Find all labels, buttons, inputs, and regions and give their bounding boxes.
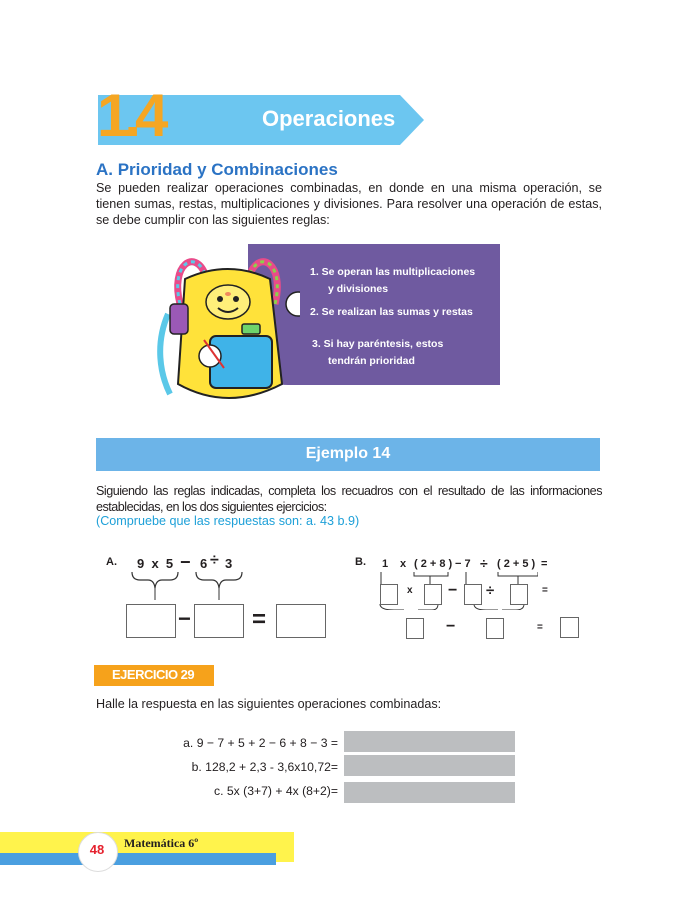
exercise-b-box-6[interactable] [486,618,504,639]
backpack-illustration [150,244,300,414]
exercise-b-box-1[interactable] [380,584,398,605]
exercise-a-minus: − [180,552,191,572]
exercise-b-box-5[interactable] [406,618,424,639]
exercise-b-box-7[interactable] [560,617,579,638]
exercise-a-braces [128,570,248,600]
answer-check-note: (Compruebe que las respuestas son: a. 43 b.9) [96,514,360,528]
exercise-b-row3-equals: = [537,622,543,633]
page-number: 48 [89,842,105,857]
operation-c-label: c. 5x (3+7) + 4x (8+2)= [214,784,338,798]
exercise-b-div: ÷ [480,555,488,571]
exercise-b-minus-7: − 7 [455,558,471,570]
operation-c-answer-field[interactable] [344,782,515,803]
footer-blue-band [0,853,276,865]
example-instructions: Siguiendo las reglas indicadas, completa los recuadros con el resultado de las informaciones establecidas, en los dos siguientes ejercicios: [96,484,602,514]
exercise-b-term-1: 1 [382,558,389,570]
exercise-b-row2-equals: = [542,585,548,596]
exercise-b-label: B. [355,556,366,568]
example-title: Ejemplo 14 [305,445,391,462]
exercise-a-box-2[interactable] [194,604,244,638]
exercise-a-right-den: 3 [225,556,233,571]
section-title: Operaciones [262,106,396,131]
rule-2: 2. Se realizan las sumas y restas [310,306,473,318]
rule-3: 3. Si hay paréntesis, estos tendrán prioridad [312,338,444,367]
rule-1: 1. Se operan las multiplicaciones y divisiones [310,266,476,295]
operation-a-label: a. 9 − 7 + 5 + 2 − 6 + 8 − 3 = [183,736,338,750]
exercise-a-right-num: 6 [200,556,208,571]
operation-b-label: b. 128,2 + 2,3 - 3,6x10,72= [191,760,338,774]
exercise-badge-label: EJERCICIO 29 [112,667,195,682]
exercise-b-box-3[interactable] [464,584,482,605]
exercise-a-left-expr: 9 x 5 [137,556,174,571]
exercise-b-row2-div: ÷ [486,582,495,599]
exercise-b-paren-1: ( 2 + 8 ) [414,558,453,570]
exercise-b-row2-minus: − [448,582,458,599]
exercise-b-box-4[interactable] [510,584,528,605]
exercise-b-row2-times: x [407,585,413,596]
exercise-instruction: Halle la respuesta en las siguientes operaciones combinadas: [96,697,442,711]
exercise-a-label: A. [106,556,117,568]
exercise-b-equals-1: = [541,558,548,570]
exercise-a-result-minus: − [178,606,191,631]
intro-paragraph: Se pueden realizar operaciones combinadas, en donde en una misma operación, se tienen sumas, restas, multiplicaciones y divisiones. Para resolver una operación de estas, se debe cumplir con las siguientes reglas: [96,181,602,227]
operation-b-answer-field[interactable] [344,755,515,776]
exercise-a-box-1[interactable] [126,604,176,638]
exercise-a-div-symbol: ÷ [210,552,219,569]
exercise-b-row3-minus: − [446,618,456,635]
exercise-a-equals: = [252,606,267,633]
exercise-b-paren-2: ( 2 + 5 ) [497,558,536,570]
exercise-a-box-3[interactable] [276,604,326,638]
exercise-b-times: x [400,558,407,570]
book-title: Matemática 6º [124,836,199,850]
subheading: A. Prioridad y Combinaciones [96,160,338,179]
exercise-b-box-2[interactable] [424,584,442,605]
section-number: 1.4 [97,82,163,149]
operation-a-answer-field[interactable] [344,731,515,752]
